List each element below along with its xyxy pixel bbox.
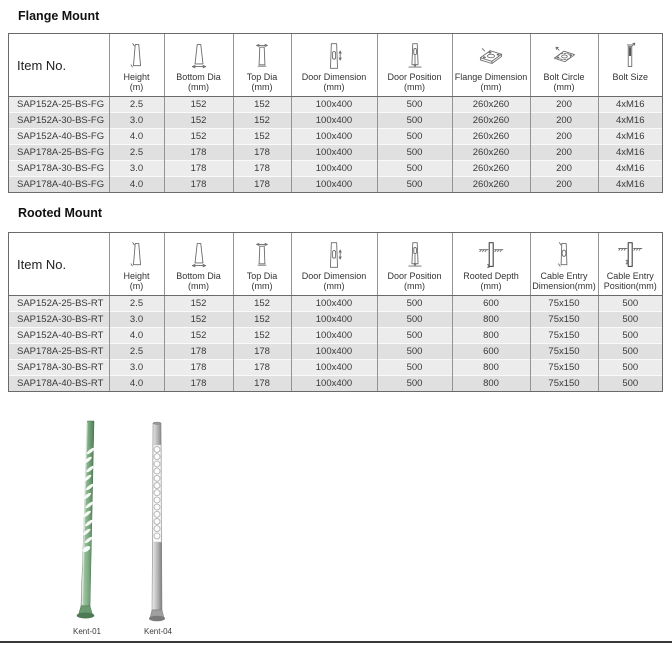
table-row xyxy=(9,176,662,192)
column-header-door-position xyxy=(377,233,452,295)
spec-value-cell: 500 xyxy=(598,295,662,311)
spec-value-cell: 200 xyxy=(530,144,598,160)
column-label: Door Dimension xyxy=(301,270,367,281)
door-position-icon xyxy=(399,41,431,71)
spec-value-cell: 75x150 xyxy=(530,343,598,359)
spec-value-cell: 4.0 xyxy=(109,176,164,192)
table-row xyxy=(9,359,662,375)
spec-value-cell: 200 xyxy=(530,176,598,192)
table-row xyxy=(9,160,662,176)
flange-header-row xyxy=(9,34,662,96)
spec-value-cell: 500 xyxy=(377,295,452,311)
column-label: Cable Entry xyxy=(606,270,654,281)
bolt-circle-icon xyxy=(548,41,580,71)
column-label: Door Position xyxy=(387,71,442,82)
column-unit: Position(mm) xyxy=(603,281,657,291)
rooted-mount-title: Rooted Mount xyxy=(18,206,103,220)
table-row xyxy=(9,375,662,391)
column-label: Bolt Circle xyxy=(543,71,585,82)
height-icon xyxy=(121,41,153,71)
column-label: Rooted Depth xyxy=(463,270,519,281)
table-row xyxy=(9,144,662,160)
rooted-mount-table xyxy=(8,232,663,392)
table-row xyxy=(9,343,662,359)
spec-value-cell: 100x400 xyxy=(291,327,377,343)
column-label: Door Dimension xyxy=(301,71,367,82)
spec-value-cell: 200 xyxy=(530,128,598,144)
spec-value-cell: 500 xyxy=(598,311,662,327)
spec-value-cell: 152 xyxy=(233,112,291,128)
spec-value-cell: 152 xyxy=(164,327,233,343)
table-row xyxy=(9,311,662,327)
column-unit: (m) xyxy=(129,82,144,92)
spec-value-cell: 500 xyxy=(377,176,452,192)
spec-value-cell: 100x400 xyxy=(291,311,377,327)
column-unit: (mm) xyxy=(404,281,425,291)
column-header-door-position xyxy=(377,34,452,96)
kent-04-pole-image xyxy=(142,420,172,630)
spec-value-cell: 500 xyxy=(377,128,452,144)
spec-value-cell: 500 xyxy=(377,343,452,359)
spec-value-cell: 152 xyxy=(164,295,233,311)
flange-table-body xyxy=(9,96,662,192)
rooted-table-body xyxy=(9,295,662,391)
spec-value-cell: 4xM16 xyxy=(598,160,662,176)
column-label: Flange Dimension xyxy=(454,71,528,82)
spec-value-cell: 3.0 xyxy=(109,359,164,375)
spec-value-cell: 152 xyxy=(164,96,233,112)
item-no-cell: SAP178A-25-BS-RT xyxy=(9,343,109,359)
spec-value-cell: 152 xyxy=(233,128,291,144)
top-dia-icon xyxy=(246,240,278,270)
spec-value-cell: 152 xyxy=(233,295,291,311)
spec-value-cell: 3.0 xyxy=(109,160,164,176)
spec-value-cell: 152 xyxy=(164,311,233,327)
spec-value-cell: 800 xyxy=(452,375,530,391)
spec-value-cell: 500 xyxy=(377,144,452,160)
column-label: Door Position xyxy=(387,270,442,281)
column-unit: (mm) xyxy=(480,82,502,92)
spec-value-cell: 260x260 xyxy=(452,144,530,160)
spec-value-cell: 152 xyxy=(164,112,233,128)
spec-value-cell: 152 xyxy=(233,96,291,112)
spec-value-cell: 800 xyxy=(452,327,530,343)
item-no-cell: SAP178A-40-BS-FG xyxy=(9,176,109,192)
kent-01-label: Kent-01 xyxy=(72,627,102,636)
spec-value-cell: 260x260 xyxy=(452,176,530,192)
column-unit xyxy=(599,82,663,93)
spec-value-cell: 500 xyxy=(377,359,452,375)
spec-value-cell: 75x150 xyxy=(530,295,598,311)
column-header-top-dia xyxy=(233,34,291,96)
spec-value-cell: 500 xyxy=(598,375,662,391)
spec-value-cell: 152 xyxy=(233,311,291,327)
flange-mount-table xyxy=(8,33,663,193)
spec-value-cell: 4xM16 xyxy=(598,128,662,144)
column-unit: (mm) xyxy=(404,82,425,92)
column-unit: (mm) xyxy=(323,82,345,92)
spec-value-cell: 2.5 xyxy=(109,343,164,359)
item-no-cell: SAP152A-40-BS-FG xyxy=(9,128,109,144)
spec-value-cell: 200 xyxy=(530,96,598,112)
table-row xyxy=(9,128,662,144)
column-header-cable-entry-position xyxy=(598,233,662,295)
column-label: Bottom Dia xyxy=(176,270,221,281)
column-unit: (mm) xyxy=(188,82,209,92)
column-label: Height xyxy=(123,270,150,281)
column-header-bottom-dia xyxy=(164,34,233,96)
spec-value-cell: 3.0 xyxy=(109,311,164,327)
column-label: Cable Entry xyxy=(540,270,588,281)
table-row xyxy=(9,327,662,343)
spec-value-cell: 2.5 xyxy=(109,144,164,160)
spec-value-cell: 100x400 xyxy=(291,375,377,391)
spec-value-cell: 100x400 xyxy=(291,144,377,160)
item-no-cell: SAP178A-30-BS-RT xyxy=(9,359,109,375)
column-unit: (mm) xyxy=(251,82,273,92)
spec-value-cell: 100x400 xyxy=(291,176,377,192)
spec-value-cell: 500 xyxy=(598,327,662,343)
column-label: Bottom Dia xyxy=(176,71,221,82)
spec-value-cell: 4xM16 xyxy=(598,96,662,112)
spec-value-cell: 500 xyxy=(598,343,662,359)
spec-value-cell: 600 xyxy=(452,343,530,359)
column-header-rooted-depth xyxy=(452,233,530,295)
column-header-door-dimension xyxy=(291,34,377,96)
spec-value-cell: 100x400 xyxy=(291,96,377,112)
column-label: Top Dia xyxy=(246,270,278,281)
table-row xyxy=(9,112,662,128)
spec-value-cell: 500 xyxy=(377,160,452,176)
spec-value-cell: 178 xyxy=(233,375,291,391)
spec-value-cell: 200 xyxy=(530,160,598,176)
spec-value-cell: 75x150 xyxy=(530,311,598,327)
spec-value-cell: 800 xyxy=(452,359,530,375)
spec-value-cell: 800 xyxy=(452,311,530,327)
spec-value-cell: 178 xyxy=(164,343,233,359)
item-no-cell: SAP152A-30-BS-RT xyxy=(9,311,109,327)
item-no-header: Item No. xyxy=(9,233,109,295)
spec-value-cell: 100x400 xyxy=(291,128,377,144)
spec-value-cell: 178 xyxy=(164,359,233,375)
spec-value-cell: 178 xyxy=(164,176,233,192)
bottom-dia-icon xyxy=(183,41,215,71)
spec-value-cell: 100x400 xyxy=(291,343,377,359)
item-no-cell: SAP152A-30-BS-FG xyxy=(9,112,109,128)
spec-value-cell: 178 xyxy=(164,375,233,391)
column-header-bolt-size xyxy=(598,34,662,96)
spec-value-cell: 500 xyxy=(377,327,452,343)
column-header-bottom-dia xyxy=(164,233,233,295)
door-dimension-icon xyxy=(318,240,350,270)
spec-value-cell: 178 xyxy=(164,144,233,160)
rooted-depth-icon xyxy=(475,240,507,270)
spec-value-cell: 75x150 xyxy=(530,359,598,375)
spec-value-cell: 260x260 xyxy=(452,112,530,128)
table-row xyxy=(9,295,662,311)
flange-mount-title: Flange Mount xyxy=(18,9,100,23)
spec-value-cell: 100x400 xyxy=(291,295,377,311)
spec-value-cell: 152 xyxy=(233,327,291,343)
column-header-door-dimension xyxy=(291,233,377,295)
spec-value-cell: 75x150 xyxy=(530,375,598,391)
spec-value-cell: 500 xyxy=(377,375,452,391)
spec-value-cell: 178 xyxy=(233,144,291,160)
top-dia-icon xyxy=(246,41,278,71)
cable-entry-position-icon xyxy=(614,240,646,270)
column-unit: (mm) xyxy=(251,281,273,291)
spec-value-cell: 178 xyxy=(233,160,291,176)
spec-value-cell: 178 xyxy=(233,343,291,359)
column-header-height xyxy=(109,34,164,96)
spec-value-cell: 4xM16 xyxy=(598,176,662,192)
spec-value-cell: 75x150 xyxy=(530,327,598,343)
item-no-cell: SAP152A-25-BS-RT xyxy=(9,295,109,311)
spec-value-cell: 260x260 xyxy=(452,128,530,144)
spec-value-cell: 500 xyxy=(377,112,452,128)
column-unit: (mm) xyxy=(323,281,345,291)
item-no-cell: SAP178A-40-BS-RT xyxy=(9,375,109,391)
spec-value-cell: 200 xyxy=(530,112,598,128)
kent-04-label: Kent-04 xyxy=(143,627,173,636)
column-unit: (m) xyxy=(129,281,144,291)
spec-value-cell: 100x400 xyxy=(291,112,377,128)
item-no-cell: SAP152A-25-BS-FG xyxy=(9,96,109,112)
spec-value-cell: 152 xyxy=(164,128,233,144)
spec-value-cell: 600 xyxy=(452,295,530,311)
page-bottom-rule xyxy=(0,641,672,643)
column-header-flange-dimension xyxy=(452,34,530,96)
door-position-icon xyxy=(399,240,431,270)
spec-value-cell: 260x260 xyxy=(452,160,530,176)
spec-value-cell: 100x400 xyxy=(291,160,377,176)
spec-value-cell: 500 xyxy=(377,311,452,327)
door-dimension-icon xyxy=(318,41,350,71)
spec-value-cell: 100x400 xyxy=(291,359,377,375)
spec-value-cell: 2.5 xyxy=(109,295,164,311)
column-header-cable-entry-dimension xyxy=(530,233,598,295)
spec-value-cell: 4xM16 xyxy=(598,112,662,128)
cable-entry-dimension-icon xyxy=(548,240,580,270)
spec-value-cell: 500 xyxy=(377,96,452,112)
height-icon xyxy=(121,240,153,270)
spec-value-cell: 3.0 xyxy=(109,112,164,128)
rooted-header-row xyxy=(9,233,662,295)
column-unit: (mm) xyxy=(553,82,575,92)
flange-dimension-icon xyxy=(475,41,507,71)
spec-value-cell: 4.0 xyxy=(109,375,164,391)
item-no-cell: SAP178A-25-BS-FG xyxy=(9,144,109,160)
spec-value-cell: 178 xyxy=(233,176,291,192)
column-header-top-dia xyxy=(233,233,291,295)
spec-value-cell: 500 xyxy=(598,359,662,375)
column-label: Height xyxy=(123,71,150,82)
spec-value-cell: 260x260 xyxy=(452,96,530,112)
bottom-dia-icon xyxy=(183,240,215,270)
spec-value-cell: 2.5 xyxy=(109,96,164,112)
column-label: Top Dia xyxy=(246,71,278,82)
spec-value-cell: 4.0 xyxy=(109,327,164,343)
item-no-cell: SAP178A-30-BS-FG xyxy=(9,160,109,176)
table-row xyxy=(9,96,662,112)
spec-value-cell: 4.0 xyxy=(109,128,164,144)
bolt-size-icon xyxy=(614,41,646,71)
column-header-height xyxy=(109,233,164,295)
item-no-header: Item No. xyxy=(9,34,109,96)
spec-value-cell: 4xM16 xyxy=(598,144,662,160)
item-no-cell: SAP152A-40-BS-RT xyxy=(9,327,109,343)
column-unit: (mm) xyxy=(188,281,209,291)
column-unit: (mm) xyxy=(480,281,502,291)
column-header-bolt-circle xyxy=(530,34,598,96)
column-unit: Dimension(mm) xyxy=(532,281,596,291)
kent-01-pole-image xyxy=(69,418,105,628)
spec-value-cell: 178 xyxy=(164,160,233,176)
spec-value-cell: 178 xyxy=(233,359,291,375)
column-label: Bolt Size xyxy=(612,71,649,82)
